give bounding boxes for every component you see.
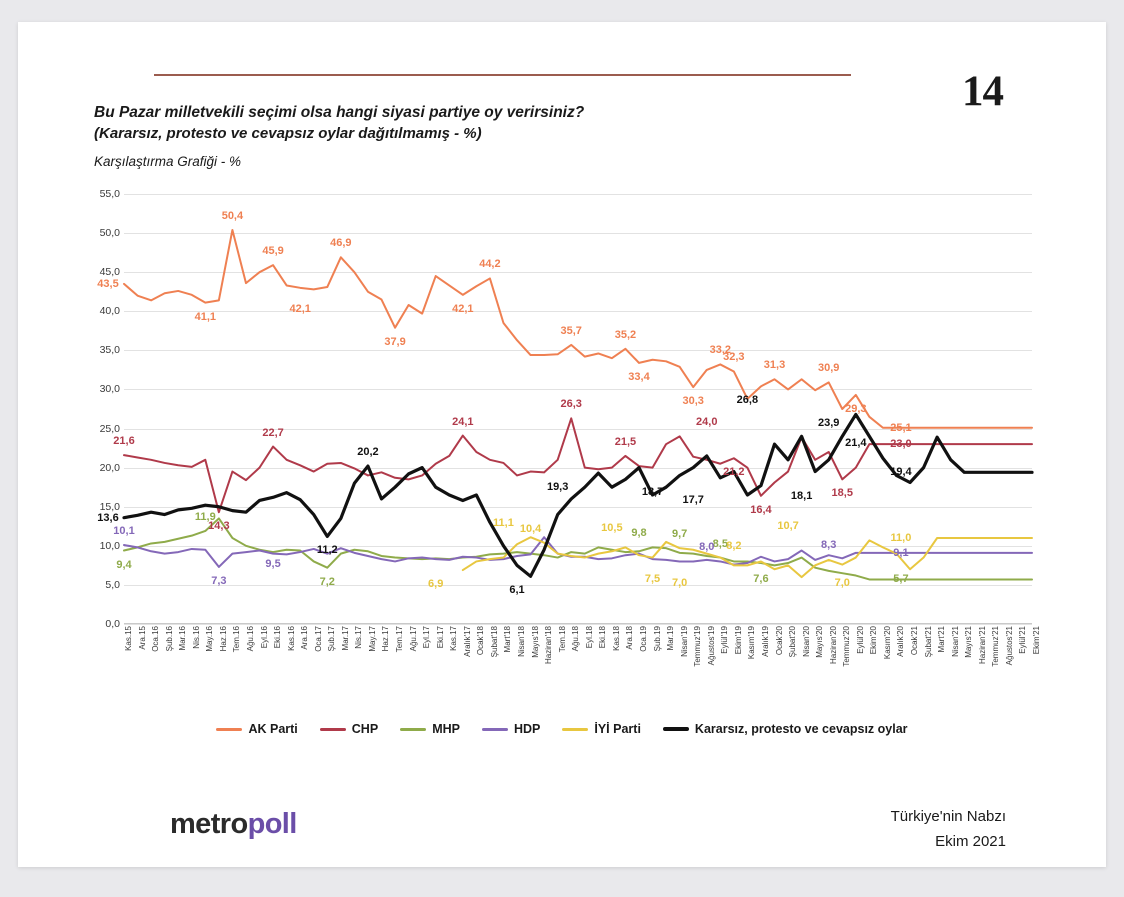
x-axis-tick: Kasım'20: [882, 626, 892, 660]
data-point-label: 7,5: [644, 573, 661, 586]
y-axis-tick: 35,0: [99, 344, 120, 357]
x-axis-tick: Eylül'21: [1018, 626, 1028, 654]
data-point-label: 18,7: [641, 485, 664, 498]
page-number: 14: [962, 68, 1003, 115]
data-point-label: 11,0: [890, 532, 912, 544]
data-point-label: 10,7: [777, 520, 799, 533]
y-axis-tick: 45,0: [99, 266, 120, 279]
question-text: Bu Pazar milletvekili seçimi olsa hangi siyasi partiye oy verirsiniz?: [94, 104, 585, 121]
x-axis-tick: Ara.15: [137, 626, 147, 650]
footer-info: [891, 804, 1006, 854]
x-axis-tick: Haz.17: [381, 626, 391, 652]
legend-swatch-icon: [562, 728, 588, 731]
data-point-label: 19,3: [546, 481, 569, 494]
data-point-label: 45,9: [262, 245, 284, 258]
chart-plot-area: [78, 188, 1041, 714]
chart-caption: Karşılaştırma Grafiği - %: [94, 154, 242, 169]
x-axis-tick: Ocak'20: [774, 626, 784, 656]
x-axis-tick: Kas.16: [286, 626, 296, 651]
metropoll-logo: [170, 808, 297, 841]
legend-item[interactable]: [562, 722, 641, 736]
x-axis-tick: Şub.17: [327, 626, 337, 652]
data-point-label: 18,1: [790, 490, 813, 503]
legend-swatch-icon: [320, 728, 346, 731]
x-axis-tick: Tem.17: [395, 626, 405, 653]
x-axis-tick: Şub.19: [652, 626, 662, 652]
data-point-label: 5,7: [893, 573, 909, 586]
data-point-label: 21,4: [845, 436, 867, 449]
data-point-label: 46,9: [330, 237, 352, 250]
data-point-label: 11,2: [316, 544, 338, 557]
line-series: [124, 415, 1032, 512]
x-axis-tick: Ağustos'21: [1004, 626, 1014, 666]
data-point-label: 21,6: [113, 435, 135, 448]
data-point-label: 7,2: [319, 575, 335, 588]
logo-text-1: metro: [170, 808, 248, 840]
data-point-label: 31,3: [763, 359, 786, 372]
x-axis-tick: Eki.18: [598, 626, 608, 649]
data-point-label: 35,7: [560, 324, 582, 337]
header-rule: [154, 74, 851, 76]
data-point-label: 33,4: [628, 370, 650, 383]
data-point-label: 6,1: [509, 584, 525, 597]
data-point-label: 44,2: [479, 258, 501, 271]
data-point-label: 19,4: [890, 466, 912, 479]
footer-line-1: Türkiye'nin Nabzı: [890, 808, 1006, 825]
x-axis-tick: Ekim'20: [869, 626, 879, 655]
y-axis-tick: 5,0: [105, 578, 120, 591]
line-series: [124, 230, 1032, 428]
x-axis-tick: Eylül'20: [855, 626, 865, 654]
x-axis-tick: Mart'21: [937, 626, 947, 653]
legend-swatch-icon: [482, 728, 508, 731]
x-axis-tick: Oca.16: [151, 626, 161, 652]
x-axis-tick: Haziran'21: [977, 626, 987, 664]
y-axis: [78, 188, 120, 630]
x-axis: [124, 626, 1041, 704]
footer-line-2: Ekim 2021: [935, 833, 1006, 850]
x-axis-tick: Temmuz'20: [842, 626, 852, 667]
x-axis-tick: Nisan'21: [950, 626, 960, 657]
x-axis-tick: Tem.18: [557, 626, 567, 653]
x-axis-tick: Ekim'19: [733, 626, 743, 655]
data-point-label: 41,1: [194, 310, 217, 323]
data-point-label: 9,7: [671, 528, 688, 541]
x-axis-tick: Oca.19: [638, 626, 648, 652]
data-point-label: 6,9: [428, 578, 444, 591]
data-point-label: 23,0: [890, 438, 912, 451]
data-point-label: 30,3: [682, 395, 704, 408]
x-axis-tick: Nisan'18: [517, 626, 526, 657]
slide: [18, 22, 1106, 867]
data-point-label: 20,2: [357, 446, 379, 459]
x-axis-tick: Ağu.16: [245, 626, 255, 652]
data-point-label: 9,5: [265, 557, 281, 570]
data-point-label: 37,9: [384, 335, 406, 348]
y-axis-tick: 40,0: [99, 305, 120, 318]
x-axis-tick: Nis.16: [191, 626, 201, 649]
data-point-label: 22,7: [262, 426, 284, 439]
legend-item[interactable]: [216, 722, 297, 736]
data-point-label: 33,2: [709, 344, 732, 357]
x-axis-tick: Tem.16: [232, 626, 242, 653]
data-point-label: 16,4: [750, 503, 772, 516]
x-axis-tick: Mart'18: [503, 626, 513, 653]
data-point-label: 14,3: [208, 520, 230, 533]
data-point-label: 24,1: [452, 415, 474, 428]
legend-label: HDP: [513, 722, 541, 736]
data-point-label: 26,8: [736, 394, 759, 407]
legend-item[interactable]: [400, 722, 460, 736]
chart-legend: [18, 722, 1106, 736]
x-axis-tick: Mayıs'18: [530, 626, 540, 658]
logo-text-2: poll: [247, 808, 297, 840]
data-point-label: 10,5: [601, 521, 623, 534]
x-axis-tick: Kasım'19: [747, 626, 757, 660]
legend-item[interactable]: [320, 722, 378, 736]
data-point-label: 50,4: [221, 209, 244, 222]
x-axis-tick: Kas.15: [124, 626, 133, 651]
x-axis-tick: Nisan'19: [679, 626, 689, 657]
x-axis-tick: Eki.16: [273, 626, 283, 649]
x-axis-tick: Haz.16: [218, 626, 228, 652]
y-axis-tick: 30,0: [99, 383, 120, 396]
x-axis-tick: Aralık'17: [462, 626, 472, 657]
x-axis-tick: Kas.17: [449, 626, 459, 651]
data-point-label: 8,3: [821, 539, 837, 552]
data-point-label: 11,1: [493, 517, 514, 530]
legend-label: MHP: [432, 722, 460, 736]
x-axis-tick: May.17: [367, 626, 377, 652]
data-point-label: 23,9: [817, 417, 840, 430]
data-point-label: 18,5: [831, 487, 853, 500]
x-axis-tick: Nisan'20: [801, 626, 811, 657]
plot-grid: [124, 194, 1032, 624]
x-axis-tick: Ağu.17: [408, 626, 418, 652]
data-point-label: 30,9: [817, 362, 840, 375]
x-axis-tick: Aralık'20: [896, 626, 906, 657]
x-axis-tick: Şubat'20: [788, 626, 798, 658]
data-point-label: 8,0: [699, 541, 715, 554]
data-point-label: 8,5: [712, 537, 728, 550]
x-axis-tick: Mar.19: [666, 626, 676, 651]
x-axis-tick: Oca.17: [313, 626, 323, 652]
data-point-label: 8,2: [726, 539, 742, 552]
x-axis-tick: Nis.17: [354, 626, 364, 649]
x-axis-tick: Temmuz'19: [693, 626, 703, 667]
x-axis-tick: Şub.16: [164, 626, 174, 652]
x-axis-tick: Şubat'21: [923, 626, 933, 658]
x-axis-tick: Haziran'18: [544, 626, 554, 664]
x-axis-tick: Eyl.18: [584, 626, 594, 649]
x-axis-tick: Ocak'18: [476, 626, 486, 656]
data-point-label: 24,0: [696, 416, 718, 429]
x-axis-tick: Mayıs'21: [964, 626, 974, 658]
data-point-label: 26,3: [560, 398, 582, 411]
data-point-label: 7,0: [834, 577, 850, 590]
x-axis-tick: Eylül'19: [720, 626, 730, 654]
legend-item[interactable]: [663, 722, 908, 736]
legend-item[interactable]: [482, 722, 540, 736]
data-point-label: 11,9: [194, 510, 216, 523]
data-point-label: 43,5: [97, 277, 119, 290]
y-axis-tick: 50,0: [99, 227, 120, 240]
x-axis-tick: Eki.17: [435, 626, 445, 649]
page-title: [94, 102, 894, 144]
data-point-label: 21,5: [614, 435, 637, 448]
x-axis-tick: Temmuz'21: [991, 626, 1001, 667]
series-lines: [124, 194, 1032, 624]
legend-label: CHP: [351, 722, 379, 736]
data-point-label: 29,3: [845, 402, 867, 415]
x-axis-tick: Mayıs'20: [815, 626, 825, 658]
y-axis-tick: 25,0: [99, 422, 120, 435]
data-point-label: 17,7: [682, 493, 704, 506]
legend-label: AK Parti: [248, 722, 298, 736]
data-point-label: 9,4: [116, 558, 132, 571]
x-axis-tick: Kas.18: [611, 626, 621, 651]
x-axis-tick: Ocak'21: [910, 626, 920, 656]
data-point-label: 7,3: [211, 574, 227, 587]
legend-swatch-icon: [216, 728, 242, 731]
x-axis-tick: Ağu.18: [571, 626, 581, 652]
data-point-label: 42,1: [289, 302, 311, 315]
x-axis-tick: Mar.16: [178, 626, 188, 651]
data-point-label: 25,1: [890, 421, 912, 434]
x-axis-tick: Ağustos'19: [706, 626, 716, 666]
data-point-label: 35,2: [614, 328, 637, 341]
legend-swatch-icon: [663, 727, 689, 731]
x-axis-tick: Mar.17: [340, 626, 350, 651]
legend-label: Kararsız, protesto ve cevapsız oylar: [694, 722, 908, 736]
x-axis-line: [124, 623, 1032, 624]
data-point-label: 9,8: [631, 527, 647, 540]
data-point-label: 7,6: [753, 572, 769, 585]
data-point-label: 10,1: [113, 525, 135, 538]
data-point-label: 7,0: [671, 577, 688, 590]
y-axis-tick: 15,0: [99, 500, 120, 513]
data-point-label: 10,4: [519, 522, 542, 535]
legend-label: İYİ Parti: [594, 722, 641, 736]
x-axis-tick: Haziran'20: [828, 626, 838, 664]
data-point-label: 9,1: [893, 546, 909, 559]
x-axis-tick: Aralık'19: [760, 626, 770, 657]
y-axis-tick: 20,0: [99, 461, 120, 474]
x-axis-tick: Ara.16: [300, 626, 310, 650]
question-subtext: (Kararsız, protesto ve cevapsız oylar dağıtılmamış - %): [94, 125, 482, 142]
x-axis-tick: Ara.18: [625, 626, 635, 650]
x-axis-tick: Eyl.16: [259, 626, 269, 649]
x-axis-tick: Ekim'21: [1032, 626, 1041, 655]
data-point-label: 42,1: [452, 302, 474, 315]
x-axis-tick: May.16: [205, 626, 215, 652]
y-axis-tick: 55,0: [99, 188, 120, 200]
data-point-label: 13,6: [97, 511, 119, 524]
y-axis-tick: 10,0: [99, 539, 120, 552]
gridline: [124, 624, 1032, 625]
y-axis-tick: 0,0: [105, 618, 120, 630]
data-point-label: 32,3: [723, 351, 745, 364]
data-point-label: 21,2: [723, 466, 745, 479]
legend-swatch-icon: [400, 728, 426, 731]
line-series: [124, 518, 1032, 579]
x-axis-tick: Eyl.17: [422, 626, 432, 649]
x-axis-tick: Şubat'18: [489, 626, 499, 658]
